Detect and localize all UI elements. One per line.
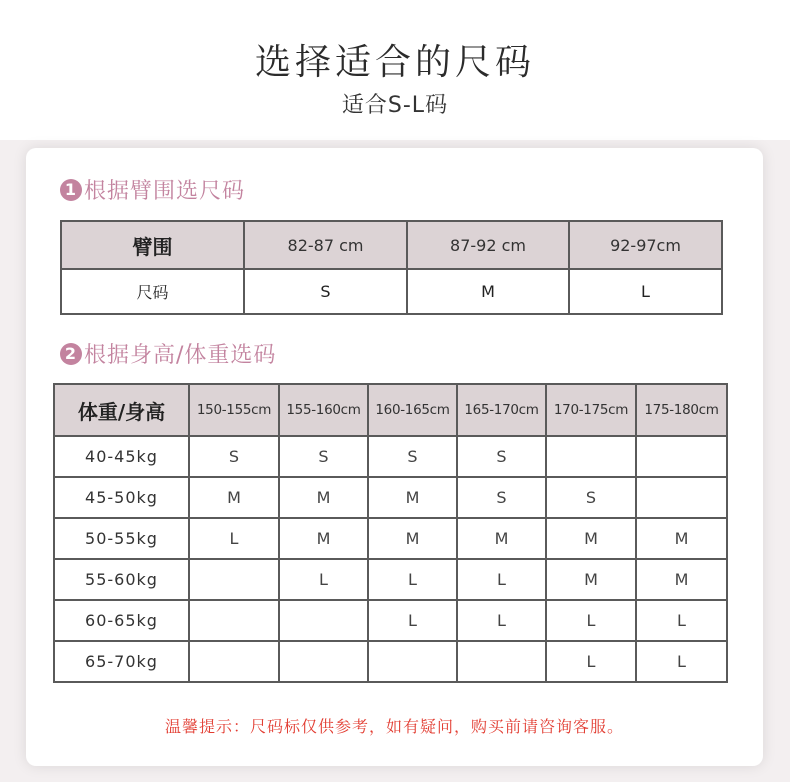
table-cell <box>189 600 279 641</box>
table-header-row <box>61 221 722 269</box>
table-cell: 65-70kg <box>54 641 189 682</box>
table-header-cell: 175-180cm <box>636 384 727 436</box>
table-cell: S <box>457 436 546 477</box>
table-row <box>54 477 727 518</box>
table-cell: S <box>244 269 407 314</box>
size-tip-note: 温馨提示：尺码标仅供参考，如有疑问，购买前请咨询客服。 <box>164 717 624 736</box>
table-cell: M <box>546 518 636 559</box>
table-cell: L <box>457 559 546 600</box>
section-arm-title <box>60 174 245 205</box>
table-header-cell: 160-165cm <box>368 384 457 436</box>
table-cell: M <box>457 518 546 559</box>
page-subtitle: 适合S-L码 <box>341 93 449 118</box>
table-cell: M <box>189 477 279 518</box>
table-cell: L <box>368 600 457 641</box>
table-cell: 尺码 <box>61 269 244 314</box>
height-weight-size-table <box>53 383 728 683</box>
page-header <box>0 0 790 140</box>
table-cell <box>368 641 457 682</box>
table-cell: M <box>636 518 727 559</box>
table-row <box>54 559 727 600</box>
table-row <box>54 436 727 477</box>
table-header-cell: 体重/身高 <box>54 384 189 436</box>
table-cell: M <box>546 559 636 600</box>
table-cell <box>279 641 368 682</box>
table-cell: M <box>279 477 368 518</box>
table-cell: S <box>457 477 546 518</box>
table-header-cell: 170-175cm <box>546 384 636 436</box>
table-cell: L <box>636 641 727 682</box>
table-row <box>54 641 727 682</box>
table-cell: L <box>368 559 457 600</box>
table-cell: 55-60kg <box>54 559 189 600</box>
table-header-row <box>54 384 727 436</box>
table-cell: M <box>407 269 569 314</box>
table-cell <box>189 559 279 600</box>
table-header-cell: 150-155cm <box>189 384 279 436</box>
table-row <box>61 269 722 314</box>
table-cell: L <box>189 518 279 559</box>
table-cell: L <box>546 600 636 641</box>
table-cell: L <box>546 641 636 682</box>
size-guide-card <box>26 148 763 766</box>
table-cell <box>546 436 636 477</box>
table-cell: S <box>279 436 368 477</box>
table-cell: 60-65kg <box>54 600 189 641</box>
table-cell: 50-55kg <box>54 518 189 559</box>
table-cell: L <box>569 269 722 314</box>
table-cell: 45-50kg <box>54 477 189 518</box>
table-cell <box>279 600 368 641</box>
table-header-cell: 87-92 cm <box>407 221 569 269</box>
table-cell: S <box>546 477 636 518</box>
section-arm-title-text: 根据臂围选尺码 <box>84 179 246 204</box>
table-header-cell: 82-87 cm <box>244 221 407 269</box>
table-cell: S <box>368 436 457 477</box>
table-header-cell: 155-160cm <box>279 384 368 436</box>
table-cell <box>636 436 727 477</box>
table-cell: L <box>457 600 546 641</box>
table-cell <box>636 477 727 518</box>
table-cell: L <box>279 559 368 600</box>
table-cell <box>189 641 279 682</box>
table-cell: M <box>636 559 727 600</box>
table-cell: M <box>368 518 457 559</box>
table-cell: S <box>189 436 279 477</box>
table-cell: M <box>279 518 368 559</box>
table-cell: 40-45kg <box>54 436 189 477</box>
section-height-weight-title <box>60 338 276 369</box>
table-cell: L <box>636 600 727 641</box>
table-cell: M <box>368 477 457 518</box>
table-row <box>54 600 727 641</box>
table-header-cell: 92-97cm <box>569 221 722 269</box>
number-badge-2: 2 <box>60 343 82 365</box>
table-cell <box>457 641 546 682</box>
page-title: 选择适合的尺码 <box>254 42 535 83</box>
number-badge-1: 1 <box>60 179 82 201</box>
table-header-cell: 臂围 <box>61 221 244 269</box>
arm-size-table <box>60 220 723 315</box>
section-height-weight-title-text: 根据身高/体重选码 <box>84 343 277 368</box>
table-row <box>54 518 727 559</box>
table-header-cell: 165-170cm <box>457 384 546 436</box>
